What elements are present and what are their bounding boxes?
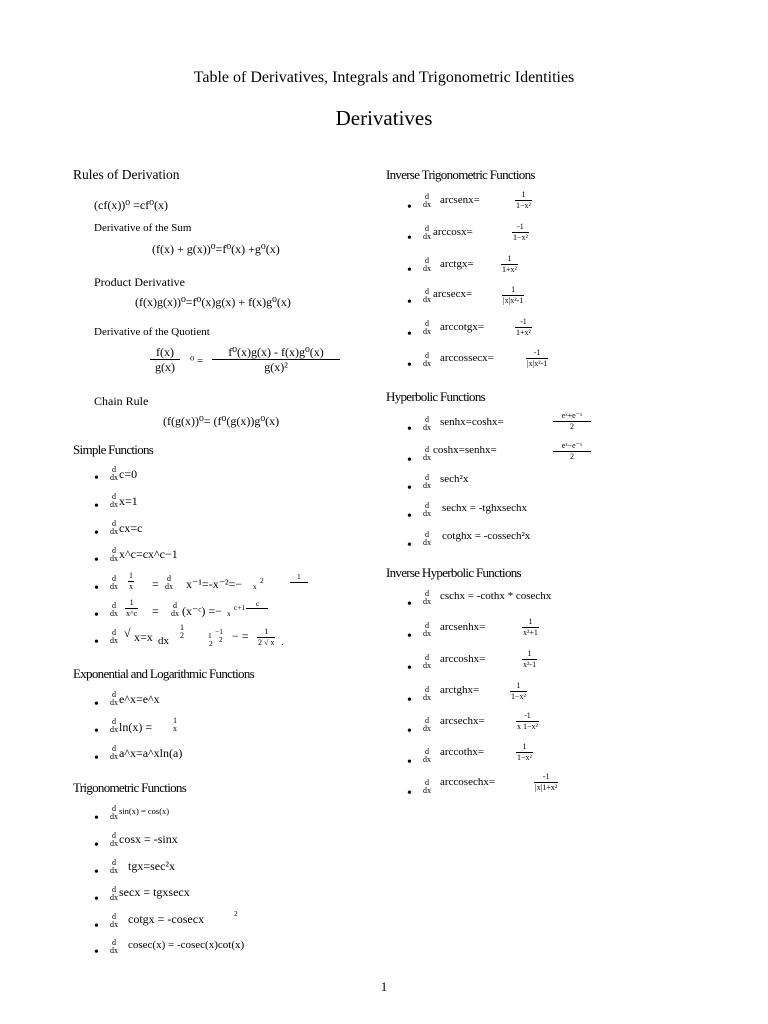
arccossec-label: arccossecx= xyxy=(440,352,494,364)
arcsec-label: arcsecx= xyxy=(433,288,473,300)
derivative-operator: d dx xyxy=(110,546,118,563)
exponent: −1 xyxy=(215,627,223,636)
derivative-operator: d dx xyxy=(110,938,118,955)
sech2-label: sech²x xyxy=(440,473,469,485)
fraction: 1 x xyxy=(173,716,177,733)
rules-heading: Rules of Derivation xyxy=(73,167,180,182)
fraction: 1 |x|x²-1 xyxy=(503,285,524,305)
derivative-operator: d dx xyxy=(423,653,431,670)
arcsen-label: arcsenx= xyxy=(440,194,480,206)
constant-rule: (cf(x))⁰ =cf⁰(x) xyxy=(94,198,169,212)
quotient-lhs-numerator: f(x) xyxy=(156,345,174,359)
arccotg-label: arccotgx= xyxy=(440,321,485,333)
fraction: 1 x²-1 xyxy=(523,649,537,669)
exponent: c+1 xyxy=(234,603,246,612)
product-rule: (f(x)g(x))⁰=f⁰(x)g(x) + f(x)g⁰(x) xyxy=(135,295,291,309)
fraction: -1 1−x² xyxy=(513,222,528,242)
derivative-operator: d dx xyxy=(423,192,431,209)
quotient-lhs-fraction xyxy=(150,346,180,373)
bullet: • xyxy=(94,635,99,650)
trig-item-3: tgx=sec²x xyxy=(128,859,176,873)
derivative-operator: d dx xyxy=(423,256,431,273)
inv-trig-heading: Inverse Trigonometric Functions xyxy=(386,167,535,182)
derivative-operator: d dx xyxy=(423,501,431,518)
fraction: 1 x xyxy=(129,571,133,591)
trig-item-2: cosx = -sinx xyxy=(119,832,178,846)
bullet: • xyxy=(94,526,99,541)
derivative-operator: d dx xyxy=(110,744,118,761)
derivative-operator: d dx xyxy=(423,319,431,336)
period: . xyxy=(281,636,284,648)
derivative-operator: d dx xyxy=(423,415,431,432)
fraction: 1 2 xyxy=(180,623,184,640)
fraction: 1 1+x² xyxy=(502,254,517,274)
derivative-operator: d dx xyxy=(423,589,431,606)
sqrt-icon: √ xyxy=(124,626,131,640)
bullet: • xyxy=(407,509,412,524)
fraction: -1 |x|1+x² xyxy=(535,772,558,792)
derivative-operator: d dx xyxy=(110,690,118,707)
simple-item-3: cx=c xyxy=(119,521,143,535)
chain-label: Chain Rule xyxy=(94,394,149,408)
sum-label: Derivative of the Sum xyxy=(94,222,192,234)
bullet: • xyxy=(407,538,412,553)
bullet: • xyxy=(407,263,412,278)
derivative-operator: d dx xyxy=(423,621,431,638)
explog-item-1: e^x=e^x xyxy=(119,692,160,706)
derivative-operator: d dx xyxy=(171,601,179,618)
derivative-operator: d dx xyxy=(423,445,431,462)
trig-item-4: secx = tgxsecx xyxy=(119,885,190,899)
simple-item-1: c=0 xyxy=(119,467,138,481)
denominator-x: x xyxy=(253,582,257,591)
explog-item-2: ln(x) = xyxy=(119,720,153,734)
numerator: c xyxy=(256,599,260,608)
arccosh-label: arccoshx= xyxy=(440,653,486,665)
arctgh-label: arctghx= xyxy=(440,684,480,696)
bullet: • xyxy=(407,693,412,708)
derivative-operator: d dx xyxy=(110,804,118,821)
fraction: -1 |x|x²-1 xyxy=(527,348,548,368)
denominator-x: x xyxy=(227,609,231,618)
simple-item-7: x=x xyxy=(134,630,153,644)
derivative-operator: d dx xyxy=(110,912,118,929)
csch-label: cschx = -cothx * cosechx xyxy=(440,590,552,602)
derivative-operator: d dx xyxy=(423,685,431,702)
derivative-operator: d dx xyxy=(110,885,118,902)
bullet: • xyxy=(407,629,412,644)
derivative-operator: d dx xyxy=(423,778,431,795)
bullet: • xyxy=(407,422,412,437)
page-number: 1 xyxy=(380,979,388,994)
bullet: • xyxy=(407,453,412,468)
derivative-operator: d dx xyxy=(423,224,431,241)
derivative-operator: d dx xyxy=(110,519,118,536)
bullet: • xyxy=(94,892,99,907)
bullet: • xyxy=(94,697,99,712)
fraction: 1 x^c xyxy=(126,598,138,618)
derivative-operator: d dx xyxy=(110,601,118,618)
derivative-operator: d dx xyxy=(423,530,431,547)
bullet: • xyxy=(94,608,99,623)
derivative-operator: d dx xyxy=(423,716,431,733)
bullet: • xyxy=(407,597,412,612)
bullet: • xyxy=(94,471,99,486)
derivative-operator: d dx xyxy=(423,473,431,490)
bullet: • xyxy=(407,327,412,342)
exponent: 2 xyxy=(234,909,238,918)
arcsech-label: arcsechx= xyxy=(440,715,485,727)
fraction: eˣ+e⁻ˣ 2 xyxy=(553,412,591,431)
explog-heading: Exponential and Logarithmic Functions xyxy=(73,666,254,681)
bullet: • xyxy=(407,295,412,310)
derivative-operator: d dx xyxy=(110,858,118,875)
trig-heading: Trigonometric Functions xyxy=(73,780,187,795)
arccosech-label: arccosechx= xyxy=(440,776,496,788)
inv-hyper-heading: Inverse Hyperbolic Functions xyxy=(386,565,521,580)
bullet: • xyxy=(407,786,412,801)
arctg-label: arctgx= xyxy=(440,258,474,270)
quotient-label: Derivative of the Quotient xyxy=(94,326,210,338)
fraction-bar xyxy=(290,582,308,583)
bullet: • xyxy=(407,481,412,496)
derivative-operator: d dx xyxy=(110,831,118,848)
bullet: • xyxy=(94,838,99,853)
trig-item-5: cotgx = -cosecx xyxy=(128,912,205,926)
equals: − = xyxy=(232,629,249,643)
cosh-label: coshx=senhx= xyxy=(433,444,497,456)
fraction: 1 1−x² xyxy=(517,742,532,762)
quotient-sub: ⁰ = xyxy=(190,355,204,367)
bullet: • xyxy=(94,581,99,596)
quotient-lhs-denominator: g(x) xyxy=(155,360,175,374)
equals: = xyxy=(152,577,159,591)
hyper-heading: Hyperbolic Functions xyxy=(386,389,486,404)
derivative-operator: d dx xyxy=(110,717,118,734)
quotient-rhs-fraction xyxy=(212,346,340,373)
simple-item-6: (x⁻ᶜ) =− xyxy=(182,604,222,618)
exponent: 2 xyxy=(260,576,264,585)
fraction: 1 1−x² xyxy=(516,190,531,210)
fraction: 1 x²+1 xyxy=(523,617,538,637)
bullet: • xyxy=(407,724,412,739)
bullet: • xyxy=(94,499,99,514)
numerator: 1 xyxy=(297,572,301,581)
dx-label: dx xyxy=(158,635,169,647)
fraction: -1 x 1−x² xyxy=(517,711,538,731)
bullet: • xyxy=(94,724,99,739)
simple-heading: Simple Functions xyxy=(73,442,154,457)
simple-item-5: x⁻¹=-x⁻²=− xyxy=(186,577,243,591)
simple-item-4: x^c=cx^c−1 xyxy=(119,547,178,561)
derivative-operator: d dx xyxy=(423,747,431,764)
bullet: • xyxy=(407,661,412,676)
equals: = xyxy=(152,604,159,618)
derivative-operator: d dx xyxy=(110,465,118,482)
bullet: • xyxy=(407,358,412,373)
arccos-label: arccosx= xyxy=(433,226,473,238)
bullet: • xyxy=(94,865,99,880)
cotgh-label: cotghx = -cossech²x xyxy=(442,530,531,542)
trig-item-1: sin(x) = cos(x) xyxy=(119,806,170,816)
quotient-rhs-denominator: g(x)² xyxy=(264,360,288,374)
numerator: 1 xyxy=(208,631,212,640)
bullet: • xyxy=(94,945,99,960)
sum-rule: (f(x) + g(x))⁰=f⁰(x) +g⁰(x) xyxy=(152,242,280,256)
sech-label: sechx = -tghxsechx xyxy=(442,502,528,514)
simple-item-2: x=1 xyxy=(119,494,138,508)
product-label: Product Derivative xyxy=(94,275,185,289)
section-title: Derivatives xyxy=(335,106,433,130)
bullet: • xyxy=(407,755,412,770)
denominator: 2 xyxy=(209,639,213,648)
derivative-operator: d dx xyxy=(110,492,118,509)
arcsenh-label: arcsenhx= xyxy=(440,621,486,633)
document-title: Table of Derivatives, Integrals and Trigonometric Identities xyxy=(193,69,575,86)
bullet: • xyxy=(94,751,99,766)
fraction: 1 1−x² xyxy=(511,681,526,701)
bullet: • xyxy=(407,231,412,246)
senh-label: senhx=coshx= xyxy=(440,416,504,428)
derivative-operator: d dx xyxy=(110,628,118,645)
bullet: • xyxy=(94,919,99,934)
trig-item-6: cosec(x) = -cosec(x)cot(x) xyxy=(128,939,245,951)
fraction-bar xyxy=(246,608,268,609)
exponent-denominator: 2 xyxy=(219,635,223,644)
explog-item-3: a^x=a^xln(a) xyxy=(119,746,183,760)
bullet: • xyxy=(407,200,412,215)
bullet: • xyxy=(94,553,99,568)
bullet: • xyxy=(94,811,99,826)
chain-rule: (f(g(x))⁰= (f⁰(g(x))g⁰(x) xyxy=(163,414,280,428)
derivative-operator: d dx xyxy=(423,287,431,304)
derivative-operator: d dx xyxy=(423,351,431,368)
fraction: -1 1+x² xyxy=(516,317,531,337)
arccoth-label: arccothx= xyxy=(440,746,485,758)
quotient-rhs-numerator: f⁰(x)g(x) - f(x)g⁰(x) xyxy=(228,345,324,359)
derivative-operator: d dx xyxy=(165,574,173,591)
fraction: eˣ−e⁻ˣ 2 xyxy=(553,442,591,461)
fraction: 1 2 √ x xyxy=(258,627,275,647)
derivative-operator: d dx xyxy=(110,574,118,591)
